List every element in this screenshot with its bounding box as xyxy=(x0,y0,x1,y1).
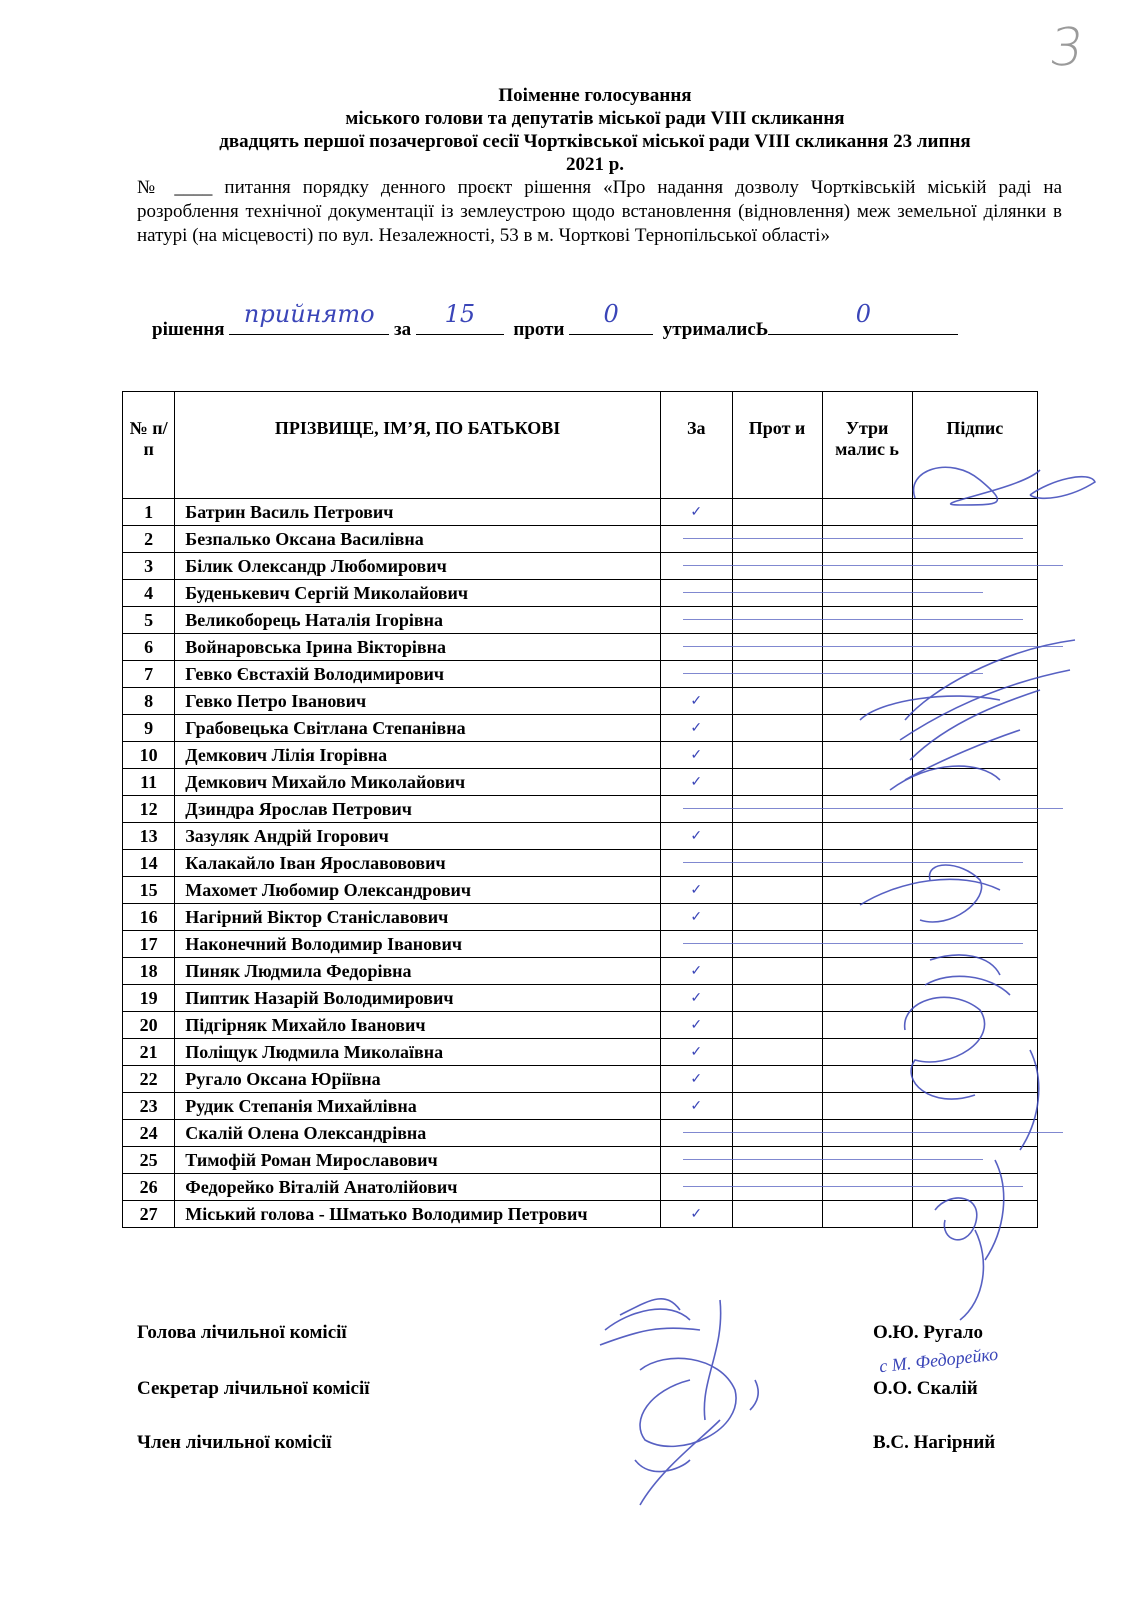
table-row xyxy=(123,634,1038,661)
row-vote-for: ✓ xyxy=(660,688,732,715)
row-vote-for xyxy=(660,931,732,958)
row-signature xyxy=(912,1174,1037,1201)
row-signature xyxy=(912,931,1037,958)
row-name: Підгірняк Михайло Іванович xyxy=(175,1012,661,1039)
row-vote-abstained xyxy=(822,931,912,958)
for-value: 15 xyxy=(444,300,476,328)
row-vote-against xyxy=(732,931,822,958)
row-name: Батрин Василь Петрович xyxy=(175,499,661,526)
row-num: 11 xyxy=(123,769,175,796)
row-vote-against xyxy=(732,1093,822,1120)
row-name: Поліщук Людмила Миколаївна xyxy=(175,1039,661,1066)
table-row xyxy=(123,931,1038,958)
row-vote-abstained xyxy=(822,850,912,877)
row-vote-abstained xyxy=(822,526,912,553)
header-abstained: Утри малис ь xyxy=(822,392,912,499)
row-num: 21 xyxy=(123,1039,175,1066)
row-signature xyxy=(912,850,1037,877)
absent-strike-line xyxy=(683,943,1023,945)
table-row xyxy=(123,877,1038,904)
table-row xyxy=(123,499,1038,526)
row-vote-for xyxy=(660,634,732,661)
absent-strike-line xyxy=(683,538,1023,540)
row-vote-against xyxy=(732,715,822,742)
row-signature xyxy=(912,985,1037,1012)
table-row xyxy=(123,688,1038,715)
row-name: Великоборець Наталія Ігорівна xyxy=(175,607,661,634)
row-signature xyxy=(912,661,1037,688)
row-name: Гевко Петро Іванович xyxy=(175,688,661,715)
table-row xyxy=(123,1174,1038,1201)
table-row xyxy=(123,1012,1038,1039)
row-vote-abstained xyxy=(822,607,912,634)
table-row xyxy=(123,661,1038,688)
row-signature xyxy=(912,526,1037,553)
votes-table xyxy=(122,391,1038,1228)
row-name: Войнаровська Ірина Вікторівна xyxy=(175,634,661,661)
row-vote-against xyxy=(732,688,822,715)
against-blank xyxy=(569,300,653,335)
row-name: Скалій Олена Олександрівна xyxy=(175,1120,661,1147)
row-vote-for: ✓ xyxy=(660,904,732,931)
row-vote-against xyxy=(732,1039,822,1066)
row-num: 18 xyxy=(123,958,175,985)
row-signature xyxy=(912,1147,1037,1174)
table-row xyxy=(123,823,1038,850)
member-role: Член лічильної комісії xyxy=(137,1432,332,1453)
row-vote-for xyxy=(660,850,732,877)
handwritten-note: с М. Федорейко xyxy=(878,1343,1000,1377)
absent-strike-line xyxy=(683,565,1063,567)
absent-strike-line xyxy=(683,1186,1023,1188)
row-vote-for xyxy=(660,796,732,823)
row-vote-for: ✓ xyxy=(660,1039,732,1066)
absent-strike-line xyxy=(683,673,983,675)
decision-value: прийнято xyxy=(243,300,375,328)
row-num: 14 xyxy=(123,850,175,877)
row-signature xyxy=(912,958,1037,985)
header-num: № п/п xyxy=(123,392,175,499)
absent-strike-line xyxy=(683,1132,1063,1134)
row-vote-abstained xyxy=(822,634,912,661)
row-vote-against xyxy=(732,1174,822,1201)
table-row xyxy=(123,715,1038,742)
row-name: Калакайло Іван Ярославовович xyxy=(175,850,661,877)
row-vote-abstained xyxy=(822,1201,912,1228)
row-vote-against xyxy=(732,1012,822,1039)
table-row xyxy=(123,904,1038,931)
row-vote-abstained xyxy=(822,823,912,850)
row-vote-for: ✓ xyxy=(660,1201,732,1228)
row-vote-abstained xyxy=(822,877,912,904)
row-vote-for: ✓ xyxy=(660,499,732,526)
header-name: ПРІЗВИЩЕ, ІМ’Я, ПО БАТЬКОВІ xyxy=(175,392,661,499)
row-signature xyxy=(912,607,1037,634)
table-row xyxy=(123,796,1038,823)
row-signature xyxy=(912,1093,1037,1120)
row-num: 25 xyxy=(123,1147,175,1174)
row-vote-against xyxy=(732,607,822,634)
decision-label: рішення xyxy=(152,319,225,340)
row-vote-for xyxy=(660,1174,732,1201)
absent-strike-line xyxy=(683,808,1063,810)
row-vote-for: ✓ xyxy=(660,877,732,904)
table-row xyxy=(123,553,1038,580)
row-name: Буденькевич Сергій Миколайович xyxy=(175,580,661,607)
row-signature xyxy=(912,553,1037,580)
row-vote-for: ✓ xyxy=(660,1066,732,1093)
row-vote-for: ✓ xyxy=(660,1093,732,1120)
table-row xyxy=(123,958,1038,985)
row-num: 3 xyxy=(123,553,175,580)
row-num: 15 xyxy=(123,877,175,904)
row-vote-abstained xyxy=(822,580,912,607)
row-vote-for: ✓ xyxy=(660,742,732,769)
for-label: за xyxy=(394,319,412,340)
row-vote-against xyxy=(732,1201,822,1228)
row-num: 10 xyxy=(123,742,175,769)
row-num: 24 xyxy=(123,1120,175,1147)
row-vote-against xyxy=(732,985,822,1012)
row-num: 26 xyxy=(123,1174,175,1201)
row-name: Нагірний Віктор Станіславович xyxy=(175,904,661,931)
row-num: 19 xyxy=(123,985,175,1012)
row-vote-for: ✓ xyxy=(660,1012,732,1039)
row-vote-against xyxy=(732,1066,822,1093)
row-name: Гевко Євстахій Володимирович xyxy=(175,661,661,688)
row-vote-abstained xyxy=(822,661,912,688)
row-name: Пиняк Людмила Федорівна xyxy=(175,958,661,985)
row-vote-against xyxy=(732,823,822,850)
chair-name: О.Ю. Ругало xyxy=(873,1322,983,1343)
row-vote-against xyxy=(732,580,822,607)
row-name: Демкович Лілія Ігорівна xyxy=(175,742,661,769)
row-num: 12 xyxy=(123,796,175,823)
decision-line xyxy=(152,300,1052,341)
row-num: 9 xyxy=(123,715,175,742)
abstained-value: 0 xyxy=(855,300,871,328)
abstained-blank xyxy=(768,300,958,335)
header-line-1: Поіменне голосування xyxy=(498,85,692,106)
secretary-role: Секретар лічильної комісії xyxy=(137,1378,370,1399)
row-vote-abstained xyxy=(822,553,912,580)
row-signature xyxy=(912,715,1037,742)
row-vote-for: ✓ xyxy=(660,823,732,850)
row-name: Міський голова - Шматько Володимир Петрович xyxy=(175,1201,661,1228)
row-name: Грабовецька Світлана Степанівна xyxy=(175,715,661,742)
row-vote-for xyxy=(660,1120,732,1147)
row-vote-abstained xyxy=(822,688,912,715)
row-vote-against xyxy=(732,1120,822,1147)
row-vote-against xyxy=(732,796,822,823)
row-vote-abstained xyxy=(822,796,912,823)
row-num: 6 xyxy=(123,634,175,661)
row-vote-for xyxy=(660,580,732,607)
table-row xyxy=(123,1201,1038,1228)
agenda-question: № ____ питання порядку денного проєкт рішення «Про надання дозволу Чортківській міській раді на розроблення технічної документації із землеустрою щодо встановлення (відновлення) меж земельної ділянки в натурі (на місцевості) по вул. Незалежності, 53 в м. Чорткові Тернопільської області» xyxy=(137,177,1062,246)
absent-strike-line xyxy=(683,1159,983,1161)
against-value: 0 xyxy=(603,300,619,328)
row-signature xyxy=(912,580,1037,607)
row-vote-abstained xyxy=(822,1039,912,1066)
row-vote-abstained xyxy=(822,1012,912,1039)
header-line-2: міського голови та депутатів міської ради VIII скликання xyxy=(345,108,845,129)
header-line-4: 2021 р. xyxy=(565,154,625,175)
row-vote-for: ✓ xyxy=(660,958,732,985)
row-name: Рудик Степанія Михайлівна xyxy=(175,1093,661,1120)
against-label: проти xyxy=(513,319,565,340)
table-row xyxy=(123,1147,1038,1174)
table-row xyxy=(123,985,1038,1012)
table-row xyxy=(123,580,1038,607)
row-signature xyxy=(912,499,1037,526)
row-signature xyxy=(912,1201,1037,1228)
row-vote-abstained xyxy=(822,1093,912,1120)
row-num: 5 xyxy=(123,607,175,634)
table-row xyxy=(123,1066,1038,1093)
row-vote-against xyxy=(732,661,822,688)
row-vote-abstained xyxy=(822,1066,912,1093)
row-vote-against xyxy=(732,634,822,661)
row-vote-against xyxy=(732,526,822,553)
table-row xyxy=(123,1093,1038,1120)
table-header-row xyxy=(123,392,1038,499)
table-row xyxy=(123,607,1038,634)
row-num: 2 xyxy=(123,526,175,553)
row-signature xyxy=(912,688,1037,715)
row-vote-abstained xyxy=(822,985,912,1012)
row-vote-against xyxy=(732,1147,822,1174)
row-name: Демкович Михайло Миколайович xyxy=(175,769,661,796)
row-vote-for: ✓ xyxy=(660,769,732,796)
absent-strike-line xyxy=(683,862,1023,864)
row-name: Безпалько Оксана Василівна xyxy=(175,526,661,553)
row-signature xyxy=(912,1120,1037,1147)
decision-blank xyxy=(229,300,389,335)
row-vote-abstained xyxy=(822,1120,912,1147)
row-vote-for xyxy=(660,607,732,634)
page-mark: 3 xyxy=(1045,18,1088,78)
row-signature xyxy=(912,904,1037,931)
row-name: Ругало Оксана Юріївна xyxy=(175,1066,661,1093)
row-vote-abstained xyxy=(822,499,912,526)
row-name: Тимофій Роман Мирославович xyxy=(175,1147,661,1174)
table-row xyxy=(123,1039,1038,1066)
row-signature xyxy=(912,634,1037,661)
row-name: Зазуляк Андрій Ігорович xyxy=(175,823,661,850)
row-vote-for xyxy=(660,553,732,580)
table-row xyxy=(123,1120,1038,1147)
row-name: Федорейко Віталій Анатолійович xyxy=(175,1174,661,1201)
row-vote-abstained xyxy=(822,742,912,769)
header-against: Прот и xyxy=(732,392,822,499)
row-vote-for: ✓ xyxy=(660,985,732,1012)
row-num: 13 xyxy=(123,823,175,850)
table-row xyxy=(123,769,1038,796)
row-signature xyxy=(912,769,1037,796)
row-vote-against xyxy=(732,499,822,526)
table-row xyxy=(123,850,1038,877)
for-blank xyxy=(416,300,504,335)
row-signature xyxy=(912,877,1037,904)
header-for: За xyxy=(660,392,732,499)
row-vote-against xyxy=(732,877,822,904)
document-header xyxy=(130,84,1060,176)
row-num: 4 xyxy=(123,580,175,607)
chair-role: Голова лічильної комісії xyxy=(137,1322,347,1343)
row-num: 16 xyxy=(123,904,175,931)
row-name: Дзиндра Ярослав Петрович xyxy=(175,796,661,823)
row-signature xyxy=(912,796,1037,823)
row-vote-abstained xyxy=(822,1174,912,1201)
row-vote-for xyxy=(660,661,732,688)
row-vote-for: ✓ xyxy=(660,715,732,742)
abstained-label: утрималисЬ xyxy=(662,319,769,340)
row-vote-abstained xyxy=(822,715,912,742)
header-signature: Підпис xyxy=(912,392,1037,499)
row-num: 8 xyxy=(123,688,175,715)
row-vote-against xyxy=(732,769,822,796)
row-num: 27 xyxy=(123,1201,175,1228)
row-signature xyxy=(912,823,1037,850)
row-name: Наконечний Володимир Іванович xyxy=(175,931,661,958)
row-vote-against xyxy=(732,742,822,769)
row-name: Пиптик Назарій Володимирович xyxy=(175,985,661,1012)
row-vote-abstained xyxy=(822,904,912,931)
row-vote-for xyxy=(660,1147,732,1174)
member-name: В.С. Нагірний xyxy=(873,1432,996,1453)
row-name: Махомет Любомир Олександрович xyxy=(175,877,661,904)
row-vote-against xyxy=(732,850,822,877)
row-num: 1 xyxy=(123,499,175,526)
row-signature xyxy=(912,1039,1037,1066)
row-signature xyxy=(912,1012,1037,1039)
header-line-3: двадцять першої позачергової сесії Чортківської міської ради VIII скликання 23 липня xyxy=(219,131,971,152)
row-vote-against xyxy=(732,904,822,931)
table-row xyxy=(123,742,1038,769)
row-vote-for xyxy=(660,526,732,553)
absent-strike-line xyxy=(683,592,983,594)
absent-strike-line xyxy=(683,646,1063,648)
secretary-name: О.О. Скалій xyxy=(873,1378,978,1399)
row-vote-abstained xyxy=(822,958,912,985)
row-vote-against xyxy=(732,958,822,985)
table-row xyxy=(123,526,1038,553)
row-vote-against xyxy=(732,553,822,580)
row-name: Білик Олександр Любомирович xyxy=(175,553,661,580)
row-signature xyxy=(912,1066,1037,1093)
row-num: 23 xyxy=(123,1093,175,1120)
absent-strike-line xyxy=(683,619,1023,621)
row-num: 20 xyxy=(123,1012,175,1039)
row-signature xyxy=(912,742,1037,769)
row-num: 22 xyxy=(123,1066,175,1093)
row-num: 7 xyxy=(123,661,175,688)
row-vote-abstained xyxy=(822,769,912,796)
row-vote-abstained xyxy=(822,1147,912,1174)
row-num: 17 xyxy=(123,931,175,958)
